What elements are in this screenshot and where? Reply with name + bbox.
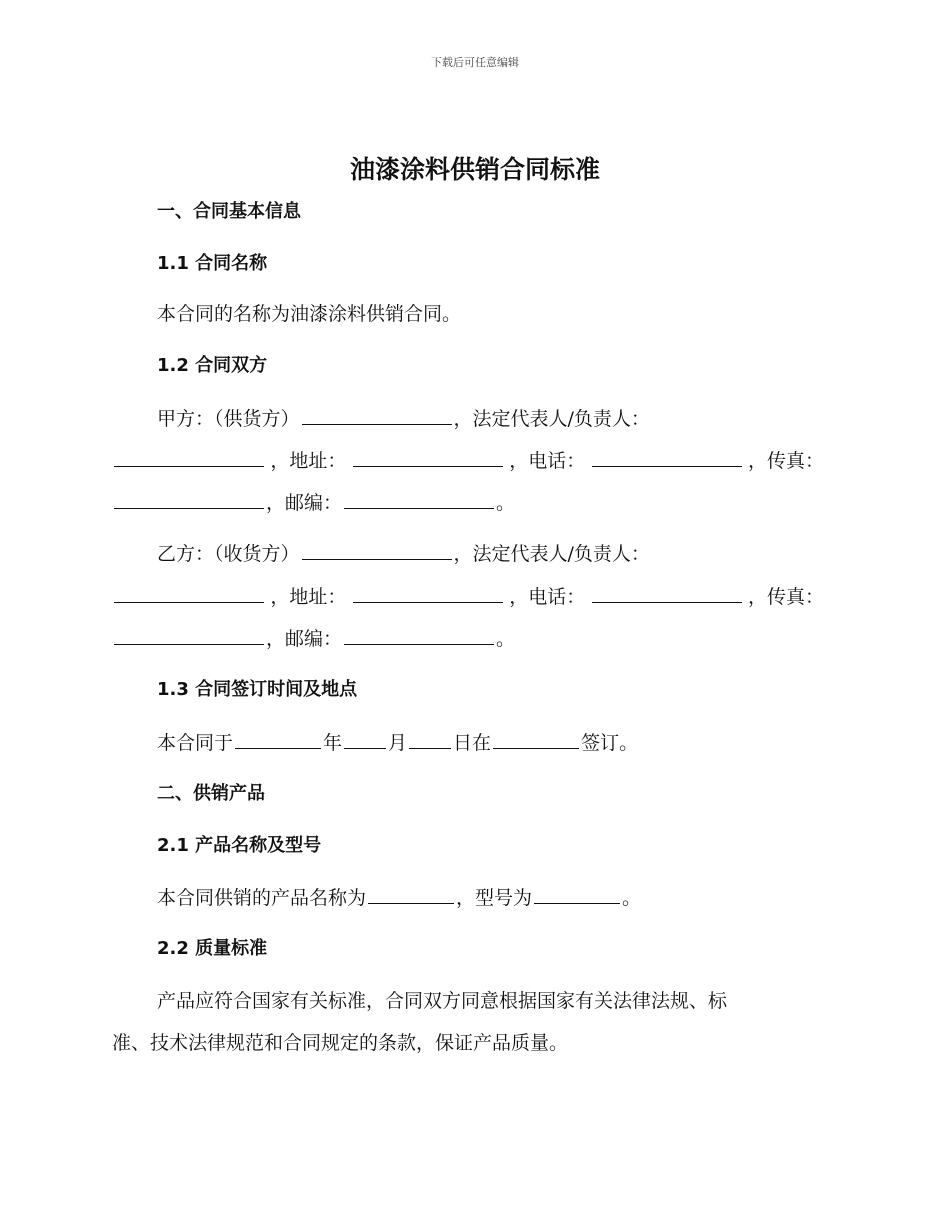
section-1-heading: 一、合同基本信息 <box>157 201 301 222</box>
party-b-end: 。 <box>496 628 516 650</box>
signing-end: 签订。 <box>581 732 639 754</box>
party-a-label: 甲方：（供货方） <box>157 408 300 430</box>
year-label: 年 <box>323 732 343 754</box>
party-a-line-3 <box>112 490 824 515</box>
party-a-phone-label: ，电话： <box>509 450 586 472</box>
party-b-fax-blank[interactable] <box>114 626 264 645</box>
party-b-address-label: ，地址： <box>270 586 347 608</box>
product-line <box>157 885 824 910</box>
signing-date-line <box>157 730 824 755</box>
party-b-address-blank[interactable] <box>353 584 503 603</box>
party-b-line-1 <box>157 541 824 566</box>
party-a-rep-blank[interactable] <box>114 448 264 467</box>
section-2-1-heading: 2.1 产品名称及型号 <box>157 835 322 856</box>
party-a-fax-label: ，传真： <box>747 450 824 472</box>
month-blank[interactable] <box>344 730 386 749</box>
product-end: 。 <box>622 887 642 909</box>
party-a-zip-label: ，邮编： <box>266 492 343 514</box>
party-b-rep-label: ，法定代表人/负责人： <box>453 543 650 565</box>
place-blank[interactable] <box>493 730 579 749</box>
product-name-blank[interactable] <box>368 885 454 904</box>
party-a-zip-blank[interactable] <box>344 490 494 509</box>
product-name-label: 本合同供销的产品名称为 <box>157 887 367 909</box>
party-b-fax-label: ，传真： <box>747 586 824 608</box>
month-label: 月 <box>388 732 408 754</box>
party-b-line-2 <box>112 584 824 609</box>
party-a-end: 。 <box>496 492 516 514</box>
party-a-address-blank[interactable] <box>353 448 503 467</box>
day-blank[interactable] <box>409 730 451 749</box>
signing-prefix: 本合同于 <box>157 732 234 754</box>
party-a-rep-label: ，法定代表人/负责人： <box>453 408 650 430</box>
section-2-2-heading: 2.2 质量标准 <box>157 938 268 959</box>
party-b-phone-blank[interactable] <box>592 584 742 603</box>
section-1-2-heading: 1.2 合同双方 <box>157 355 268 376</box>
party-a-fax-blank[interactable] <box>114 490 264 509</box>
section-1-3-heading: 1.3 合同签订时间及地点 <box>157 679 358 700</box>
quality-text-line-2: 准、技术法律规范和合同规定的条款，保证产品质量。 <box>112 1032 569 1054</box>
day-label: 日在 <box>453 732 492 754</box>
party-a-address-label: ，地址： <box>270 450 347 472</box>
party-b-rep-blank[interactable] <box>114 584 264 603</box>
party-b-name-blank[interactable] <box>302 541 452 560</box>
header-note: 下载后可任意编辑 <box>431 56 519 69</box>
party-b-phone-label: ，电话： <box>509 586 586 608</box>
party-b-line-3 <box>112 626 824 651</box>
section-1-1-text: 本合同的名称为油漆涂料供销合同。 <box>157 303 462 325</box>
section-2-heading: 二、供销产品 <box>157 783 265 804</box>
section-1-1-heading: 1.1 合同名称 <box>157 253 268 274</box>
party-b-zip-label: ，邮编： <box>266 628 343 650</box>
party-b-zip-blank[interactable] <box>344 626 494 645</box>
model-label: ，型号为 <box>456 887 533 909</box>
party-a-name-blank[interactable] <box>302 406 452 425</box>
party-b-label: 乙方：（收货方） <box>157 543 300 565</box>
quality-text-line-1: 产品应符合国家有关标准，合同双方同意根据国家有关法律法规、标 <box>157 990 728 1012</box>
party-a-phone-blank[interactable] <box>592 448 742 467</box>
year-blank[interactable] <box>235 730 321 749</box>
party-a-line-1 <box>157 406 824 431</box>
document-title: 油漆涂料供销合同标准 <box>349 155 600 184</box>
party-a-line-2 <box>112 448 824 473</box>
model-blank[interactable] <box>534 885 620 904</box>
